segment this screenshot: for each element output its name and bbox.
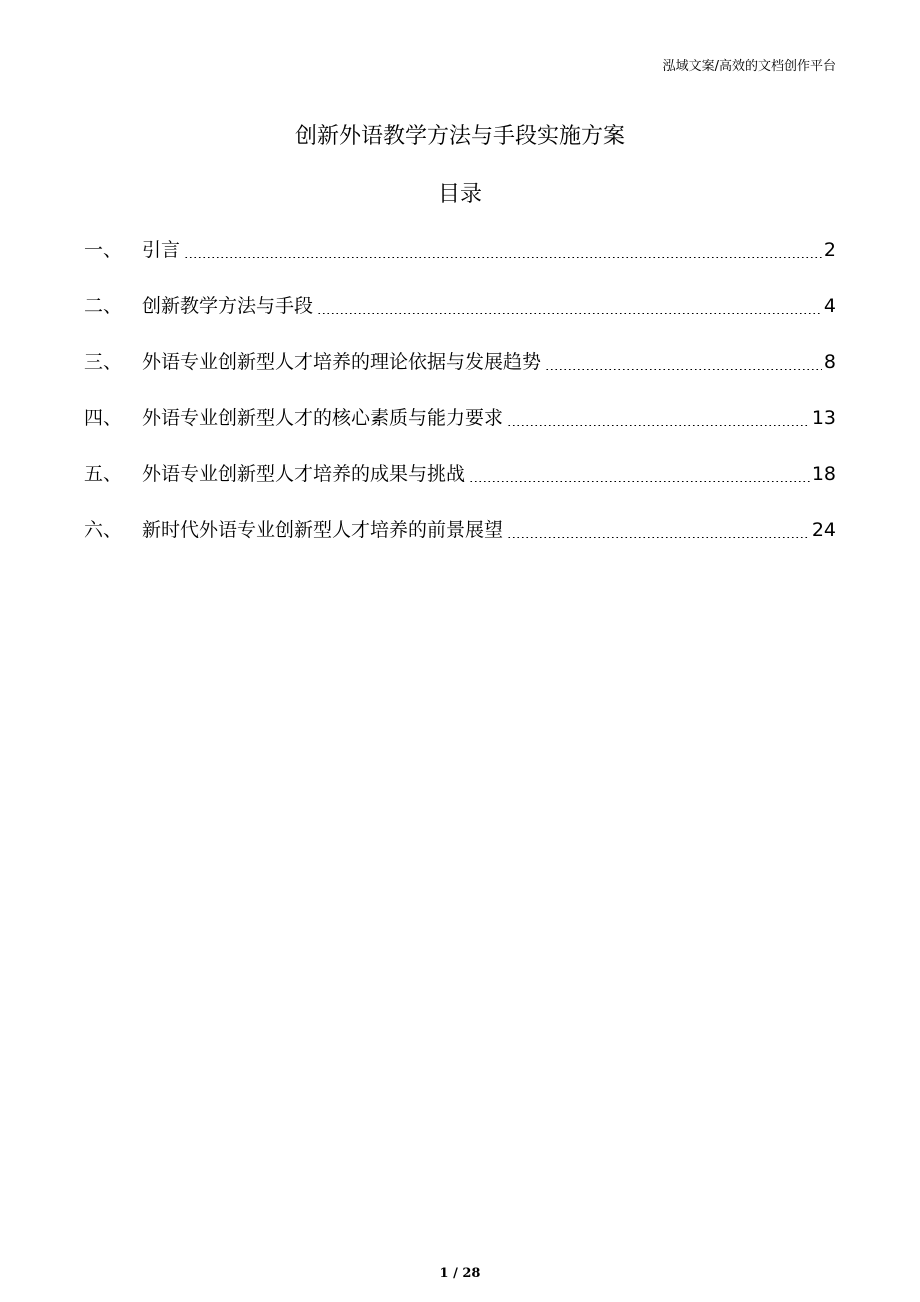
- toc-item-innovative-methods[interactable]: [84, 292, 836, 348]
- toc-item-page: 2: [823, 239, 836, 261]
- toc-item-number: 二、: [84, 295, 123, 317]
- toc-item-label: 外语专业创新型人才培养的成果与挑战: [142, 463, 466, 485]
- toc-item-page: 18: [811, 463, 836, 485]
- toc-item-introduction[interactable]: [84, 236, 836, 292]
- toc-item-page: 4: [823, 295, 836, 317]
- toc-item-page: 24: [811, 519, 836, 541]
- toc-item-core-competencies[interactable]: [84, 404, 836, 460]
- toc-dot-leader: [184, 238, 822, 258]
- toc-item-number: 一、: [84, 239, 123, 261]
- toc-dot-leader: [507, 518, 810, 538]
- toc-item-label: 新时代外语专业创新型人才培养的前景展望: [142, 519, 504, 541]
- toc-item-page: 13: [811, 407, 836, 429]
- toc-item-theory-and-trends[interactable]: [84, 348, 836, 404]
- toc-item-number: 四、: [84, 407, 123, 429]
- toc-item-number: 三、: [84, 351, 123, 373]
- toc-item-future-outlook[interactable]: [84, 516, 836, 572]
- toc-dot-leader: [545, 350, 822, 370]
- table-of-contents: [84, 236, 836, 572]
- toc-item-page: 8: [823, 351, 836, 373]
- toc-item-label: 引言: [142, 239, 181, 261]
- toc-item-number: 五、: [84, 463, 123, 485]
- toc-heading: 目录: [437, 182, 482, 207]
- toc-item-label: 创新教学方法与手段: [142, 295, 314, 317]
- document-title: 创新外语教学方法与手段实施方案: [294, 124, 625, 149]
- header-text: 泓域文案/高效的文档创作平台: [662, 59, 836, 74]
- toc-item-number: 六、: [84, 519, 123, 541]
- toc-item-results-and-challenges[interactable]: [84, 460, 836, 516]
- toc-dot-leader: [317, 294, 822, 314]
- toc-dot-leader: [469, 462, 810, 482]
- page-number: 1 / 28: [439, 1266, 481, 1281]
- toc-item-label: 外语专业创新型人才培养的理论依据与发展趋势: [142, 351, 542, 373]
- toc-dot-leader: [507, 406, 810, 426]
- toc-item-label: 外语专业创新型人才的核心素质与能力要求: [142, 407, 504, 429]
